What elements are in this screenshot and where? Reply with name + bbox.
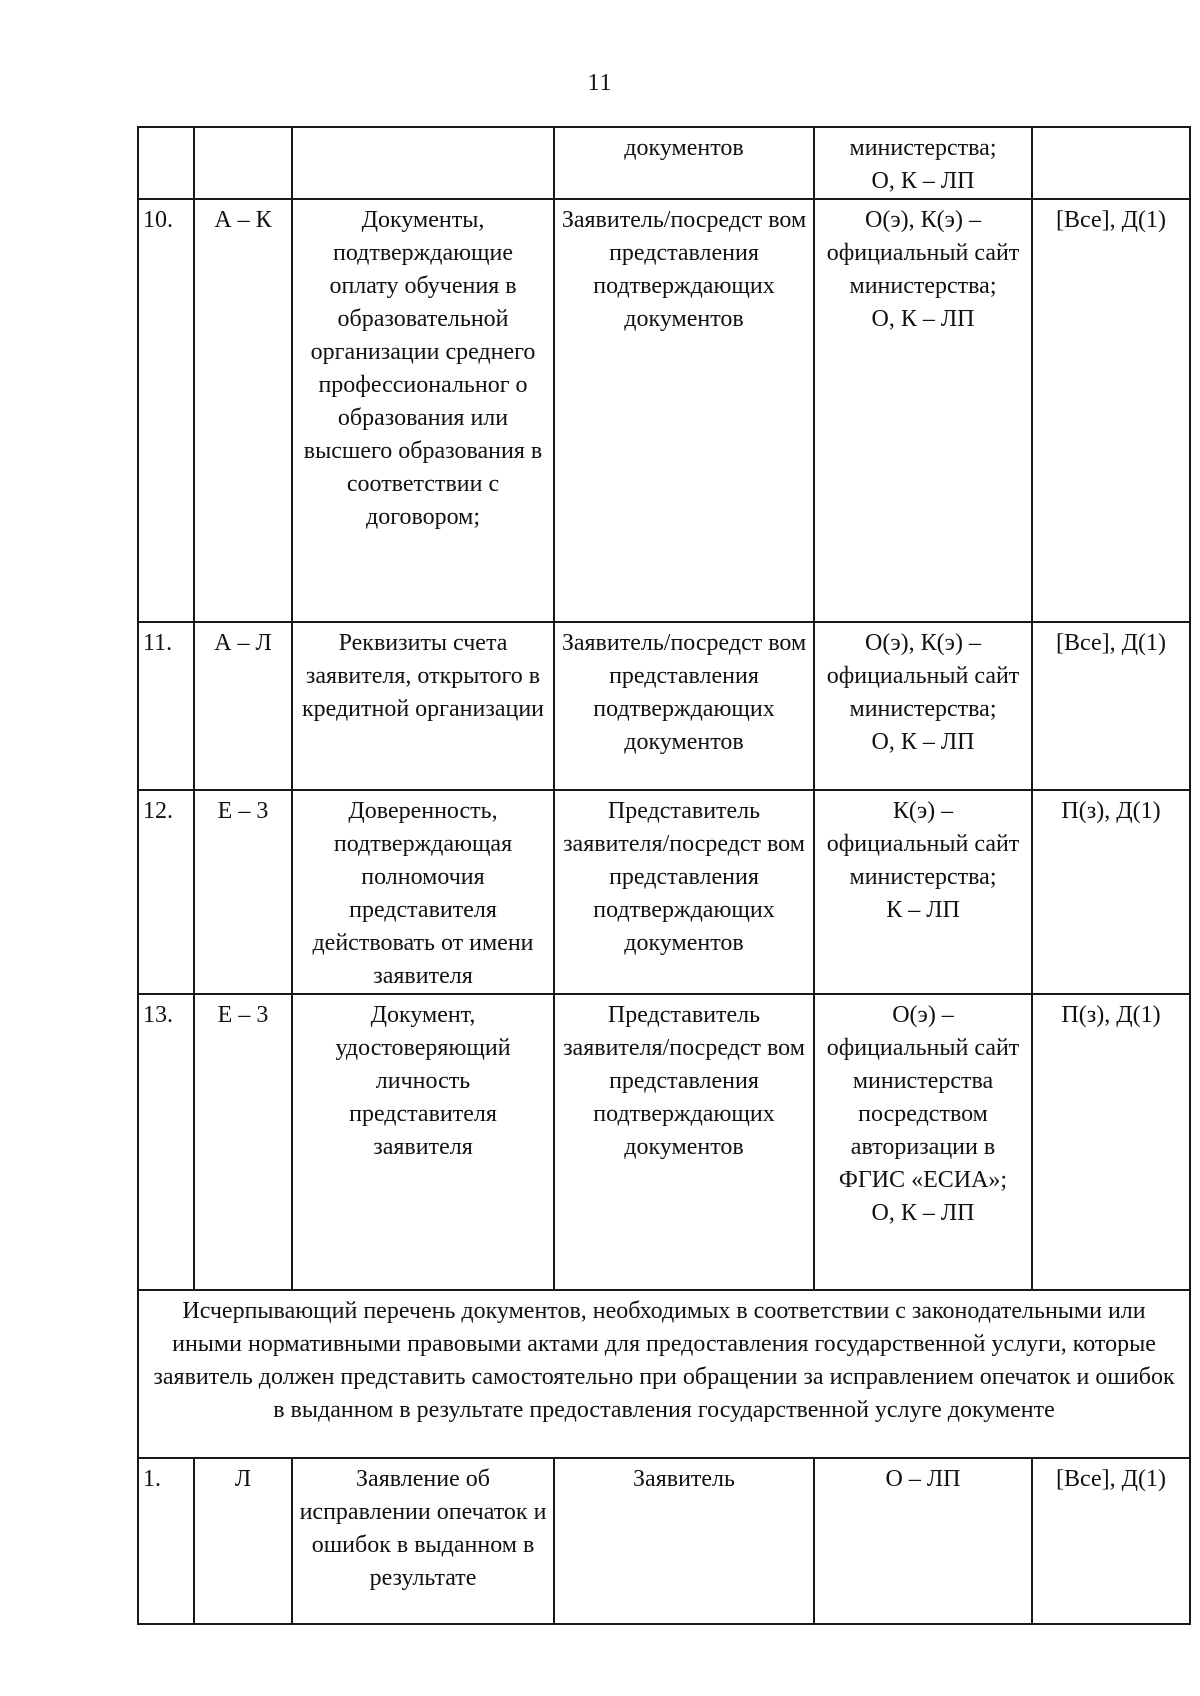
cell-method: О(э), К(э) – официальный сайт министерства; О, К – ЛП bbox=[814, 199, 1032, 622]
documents-table bbox=[137, 126, 1191, 1625]
cell-num: 13. bbox=[138, 994, 194, 1290]
table-row-12 bbox=[138, 790, 1190, 994]
cell-code: Е – 3 bbox=[194, 994, 292, 1290]
cell-document: Реквизиты счета заявителя, открытого в кредитной организации bbox=[292, 622, 554, 790]
cell-code: Е – 3 bbox=[194, 790, 292, 994]
cell-submitter: Представитель заявителя/посредст вом представления подтверждающих документов bbox=[554, 790, 814, 994]
section-heading-row bbox=[138, 1290, 1190, 1458]
cell-submitter: Заявитель/посредст вом представления подтверждающих документов bbox=[554, 199, 814, 622]
cell-scenarios: [Все], Д(1) bbox=[1032, 199, 1190, 622]
cell-document: Документ, удостоверяющий личность представителя заявителя bbox=[292, 994, 554, 1290]
cell-code: А – К bbox=[194, 199, 292, 622]
cell-code bbox=[194, 127, 292, 199]
cell-method: О(э) – официальный сайт министерства посредством авторизации в ФГИС «ЕСИА»; О, К – ЛП bbox=[814, 994, 1032, 1290]
cell-scenarios: [Все], Д(1) bbox=[1032, 1458, 1190, 1624]
cell-num: 1. bbox=[138, 1458, 194, 1624]
cell-method: министерства; О, К – ЛП bbox=[814, 127, 1032, 199]
cell-scenarios: П(з), Д(1) bbox=[1032, 994, 1190, 1290]
cell-document: Доверенность, подтверждающая полномочия представителя действовать от имени заявителя bbox=[292, 790, 554, 994]
cell-method: О – ЛП bbox=[814, 1458, 1032, 1624]
table-row-11 bbox=[138, 622, 1190, 790]
cell-submitter: Заявитель/посредст вом представления подтверждающих документов bbox=[554, 622, 814, 790]
cell-method: О(э), К(э) – официальный сайт министерства; О, К – ЛП bbox=[814, 622, 1032, 790]
cell-scenarios bbox=[1032, 127, 1190, 199]
cell-scenarios: П(з), Д(1) bbox=[1032, 790, 1190, 994]
cell-code: А – Л bbox=[194, 622, 292, 790]
cell-document: Документы, подтверждающие оплату обучения в образовательной организации среднего профессиональног о образования или высшего образования в соответствии с договором; bbox=[292, 199, 554, 622]
cell-num bbox=[138, 127, 194, 199]
table-row-13 bbox=[138, 994, 1190, 1290]
table-row-10 bbox=[138, 199, 1190, 622]
cell-document: Заявление об исправлении опечаток и ошибок в выданном в результате bbox=[292, 1458, 554, 1624]
cell-code: Л bbox=[194, 1458, 292, 1624]
cell-method: К(э) – официальный сайт министерства; К – ЛП bbox=[814, 790, 1032, 994]
cell-submitter: Представитель заявителя/посредст вом представления подтверждающих документов bbox=[554, 994, 814, 1290]
page-number: 11 bbox=[587, 70, 613, 96]
cell-submitter: Заявитель bbox=[554, 1458, 814, 1624]
cell-num: 11. bbox=[138, 622, 194, 790]
cell-num: 10. bbox=[138, 199, 194, 622]
cell-scenarios: [Все], Д(1) bbox=[1032, 622, 1190, 790]
cell-num: 12. bbox=[138, 790, 194, 994]
table-row-section-1 bbox=[138, 1458, 1190, 1624]
cell-submitter: документов bbox=[554, 127, 814, 199]
table-row-continuation bbox=[138, 127, 1190, 199]
section-heading: Исчерпывающий перечень документов, необходимых в соответствии с законодательными или иными нормативными правовыми актами для предоставления государственной услуги, которые заявитель должен представить самостоятельно при обращении за исправлением опечаток и ошибок в выданном в результате предоставления государственной услуге документе bbox=[138, 1290, 1190, 1458]
cell-document bbox=[292, 127, 554, 199]
